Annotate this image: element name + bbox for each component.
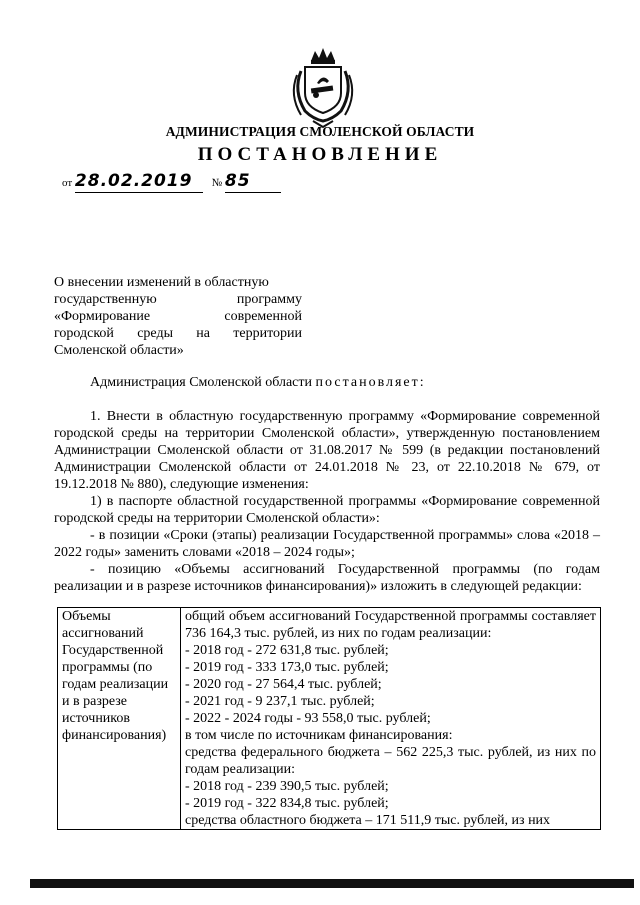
- table-line: средства областного бюджета – 171 511,9 тыс. рублей, из них: [185, 813, 551, 828]
- table-line: общий объем ассигнований Государственной программы составляет 736 164,3 тыс. рублей, из них по годам реализации:: [185, 609, 596, 641]
- table-line: - 2021 год - 9 237,1 тыс. рублей;: [185, 694, 375, 709]
- table-line: средства федерального бюджета – 562 225,3 тыс. рублей, из них по годам реализации:: [185, 745, 596, 777]
- subject-line: «Формирование современной: [54, 309, 302, 324]
- main-body: [54, 408, 600, 595]
- table-line: - 2018 год - 272 631,8 тыс. рублей;: [185, 643, 389, 658]
- subject-line: государственную программу: [54, 292, 302, 307]
- subject-line: О внесении изменений в областную: [54, 275, 269, 290]
- document-type: ПОСТАНОВЛЕНИЕ: [197, 144, 443, 165]
- paragraph: 1. Внести в областную государственную программу «Формирование современной городской среды на территории Смоленской области», утвержденную постановлением Администрации Смоленской области от 31.08.2017 № 599 (в редакции постановлений Администрации Смоленской области от 24.01.2018 № 23, от 22.10.2018 № 679, от 19.12.2018 № 880), следующие изменения:: [54, 409, 600, 492]
- subject-line: городской среды на территории: [54, 326, 302, 341]
- table-label-cell: Объемы ассигнований Государственной программы (по годам реализации и в разрезе источников финансирования): [58, 608, 181, 830]
- date-prefix: от: [62, 177, 73, 189]
- table-value-cell: [181, 608, 601, 830]
- coat-of-arms-icon: [283, 45, 363, 130]
- table-row: [58, 608, 601, 830]
- document-date: 28.02.2019: [74, 171, 193, 191]
- funding-table: [57, 607, 601, 830]
- paragraph: - в позиции «Сроки (этапы) реализации Государственной программы» слова «2018 – 2022 годы» заменить словами «2018 – 2024 годы»;: [54, 528, 600, 560]
- date-number-line: [62, 172, 281, 193]
- table-line: - 2022 - 2024 годы - 93 558,0 тыс. рублей;: [185, 711, 431, 726]
- scan-bottom-border: [30, 879, 634, 888]
- paragraph: 1) в паспорте областной государственной программы «Формирование современной городской среды на территории Смоленской области»:: [54, 494, 600, 526]
- subject-line: Смоленской области»: [54, 343, 184, 358]
- table-line: в том числе по источникам финансирования:: [185, 728, 453, 743]
- number-prefix: №: [211, 177, 223, 189]
- paragraph: - позицию «Объемы ассигнований Государственной программы (по годам реализации и в разрезе источников финансирования)» изложить в следующей редакции:: [54, 562, 600, 594]
- intro-text: Администрация Смоленской области: [90, 375, 313, 390]
- organization-name: АДМИНИСТРАЦИЯ СМОЛЕНСКОЙ ОБЛАСТИ: [165, 124, 475, 139]
- table-line: - 2019 год - 333 173,0 тыс. рублей;: [185, 660, 389, 675]
- table-line: - 2019 год - 322 834,8 тыс. рублей;: [185, 796, 389, 811]
- document-number: 85: [224, 171, 251, 191]
- intro-paragraph: [54, 374, 600, 391]
- table-line: - 2020 год - 27 564,4 тыс. рублей;: [185, 677, 382, 692]
- intro-action: постановляет:: [315, 375, 426, 390]
- document-subject: [54, 274, 302, 359]
- table-line: - 2018 год - 239 390,5 тыс. рублей;: [185, 779, 389, 794]
